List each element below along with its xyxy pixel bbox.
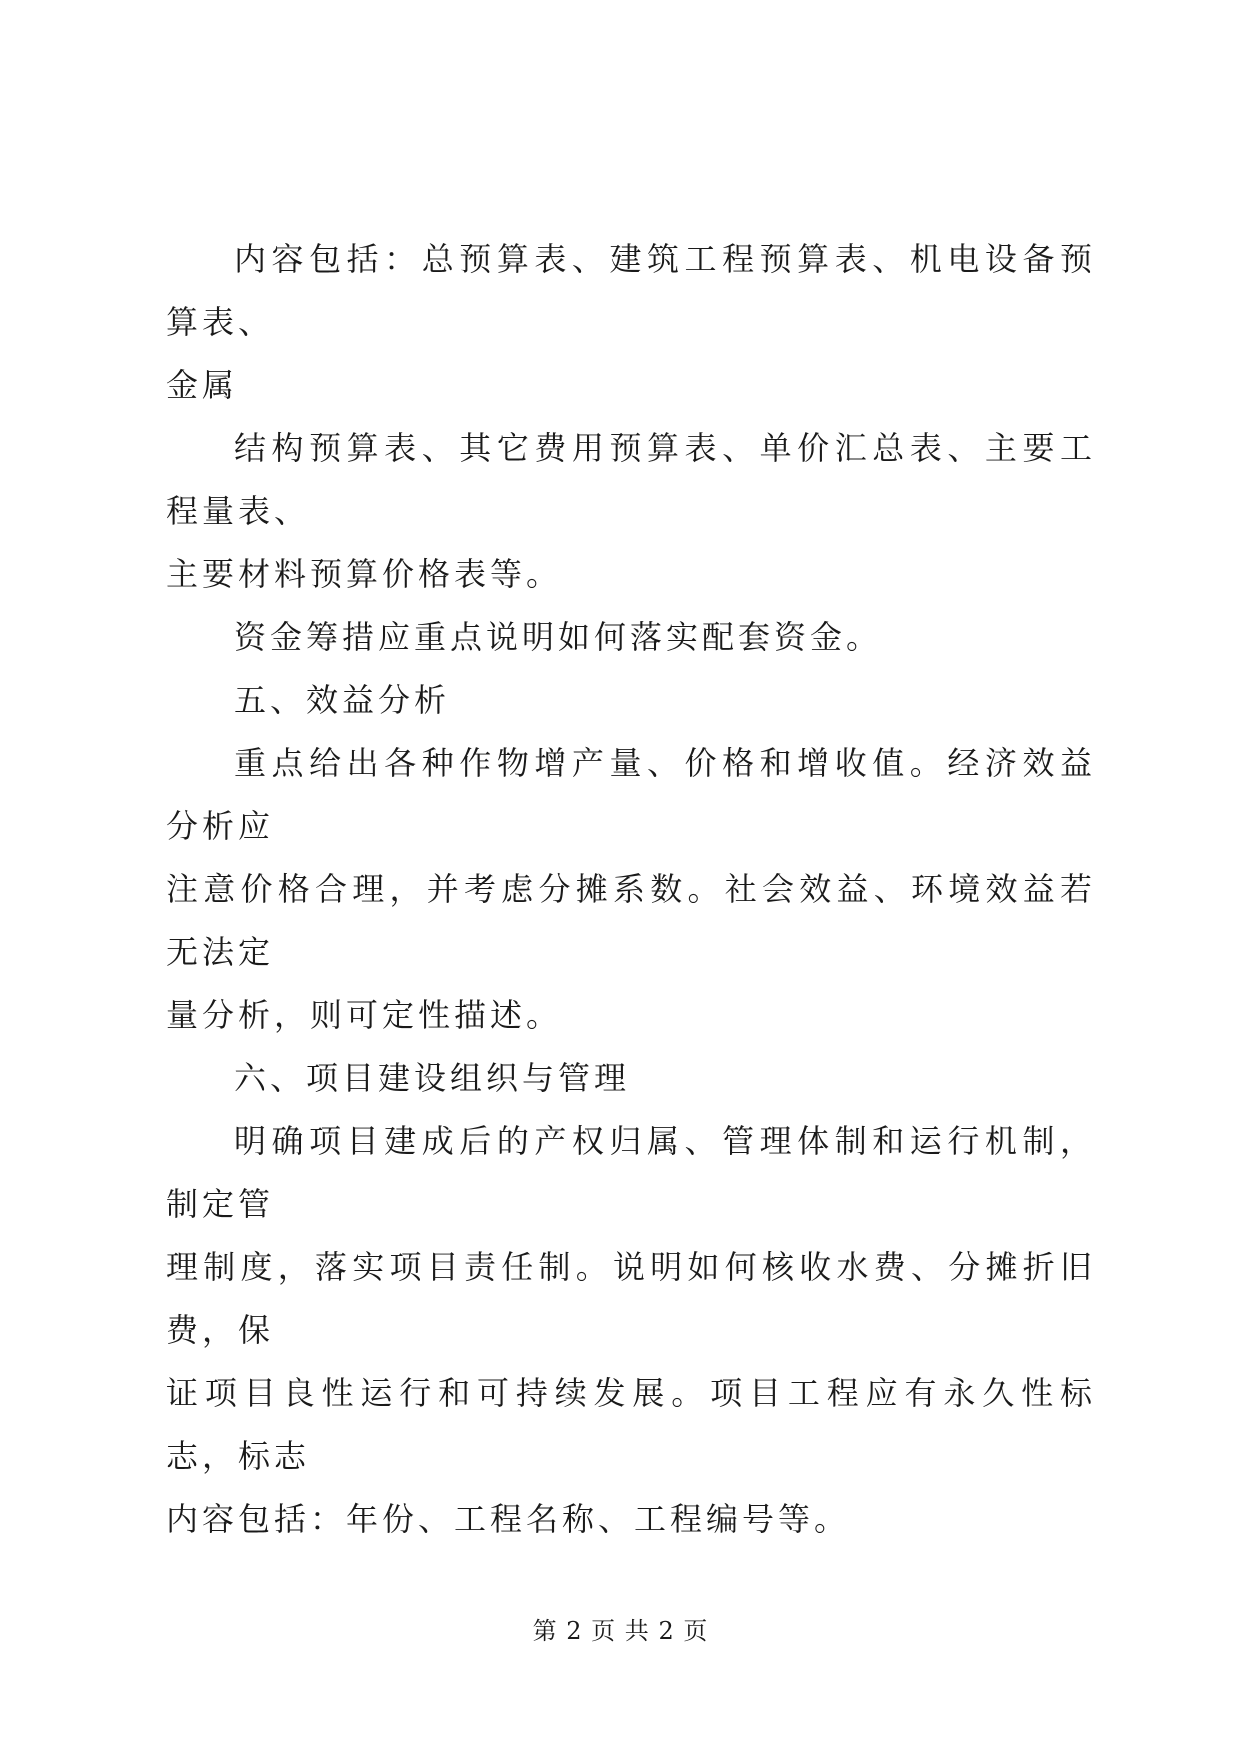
page-footer: [0, 1611, 1241, 1646]
text-line: 结构预算表、其它费用预算表、单价汇总表、主要工程量表、: [166, 429, 1096, 530]
text-line: 证项目良性运行和可持续发展。项目工程应有永久性标志，标志: [166, 1374, 1096, 1475]
page-number: 第 2 页 共 2 页: [532, 1617, 709, 1645]
text-line: 重点给出各种作物增产量、价格和增收值。经济效益分析应: [166, 744, 1096, 845]
document-body: [166, 228, 1096, 1551]
text-line: 明确项目建成后的产权归属、管理体制和运行机制，制定管: [166, 1122, 1096, 1223]
text-line: 内容包括：年份、工程名称、工程编号等。: [166, 1500, 851, 1538]
text-line: 五、效益分析: [234, 681, 451, 719]
paragraph-benefit-analysis: [166, 732, 1096, 1047]
text-line: 理制度，落实项目责任制。说明如何核收水费、分摊折旧费，保: [166, 1248, 1096, 1349]
text-line: 主要材料预算价格表等。: [166, 555, 563, 593]
paragraph-funding: [166, 606, 1096, 669]
text-line: 注意价格合理，并考虑分摊系数。社会效益、环境效益若无法定: [166, 870, 1096, 971]
paragraph-budget-contents: [166, 228, 1096, 417]
text-line: 六、项目建设组织与管理: [234, 1059, 631, 1097]
text-line: 内容包括：总预算表、建筑工程预算表、机电设备预算表、: [166, 240, 1096, 341]
section-heading-organization: [166, 1047, 1096, 1110]
section-heading-benefit-analysis: [166, 669, 1096, 732]
paragraph-budget-tables: [166, 417, 1096, 606]
text-line: 资金筹措应重点说明如何落实配套资金。: [234, 618, 883, 656]
text-line: 金属: [166, 366, 239, 404]
paragraph-organization: [166, 1110, 1096, 1551]
text-line: 量分析，则可定性描述。: [166, 996, 563, 1034]
